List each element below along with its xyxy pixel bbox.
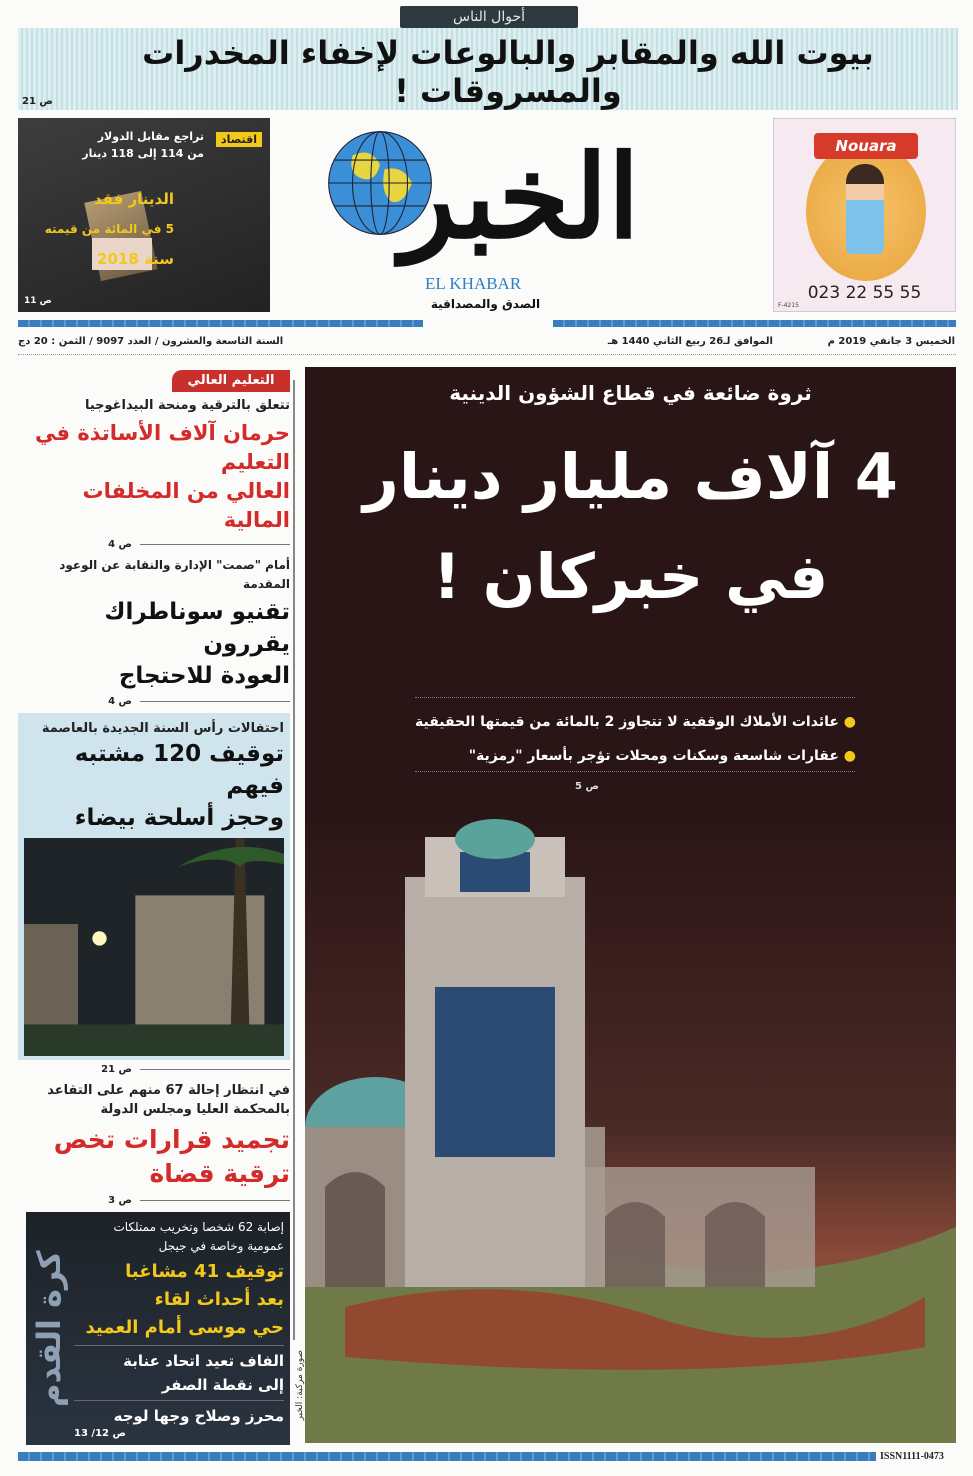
story-kicker-line: في انتظار إحالة 67 منهم على التقاعد [47, 1083, 290, 1098]
page-ref: ص 4 [108, 696, 132, 707]
date-hijri: الموافق لـ26 ربيع الثاني 1440 هـ [607, 336, 773, 347]
advert-figure [846, 164, 884, 254]
left-column [18, 396, 290, 1445]
story-4[interactable] [18, 1081, 290, 1212]
page-ref: ص 4 [108, 539, 132, 550]
story-headline-line: وحجز أسلحة بيضاء [74, 805, 284, 831]
main-bullet: عائدات الأملاك الوقفية لا تتجاوز 2 بالمائة من قيمتها الحقيقية [414, 714, 839, 730]
page-ref: ص 11 [24, 296, 52, 306]
section-tag-higher-education[interactable]: التعليم العالي [172, 370, 290, 392]
page-ref: ص 21 [22, 96, 53, 107]
divider [140, 544, 290, 545]
story-headline-line: ترقية قضاة [149, 1159, 290, 1188]
bullet-icon: ● [838, 748, 856, 764]
main-kicker: ثروة ضائعة في قطاع الشؤون الدينية [449, 381, 812, 405]
story-headline [18, 1123, 290, 1191]
sports-item: محرز وصلاح وجها لوجه [113, 1407, 284, 1425]
story-headline-line: تقنيو سوناطراك يقررون [104, 599, 290, 657]
sports-headline-line: بعد أحداث لقاء [154, 1289, 284, 1310]
photo-credit: صورة مركبة: الخبر [295, 1350, 305, 1421]
masthead-logo: الخبر [400, 130, 640, 265]
sports-kicker-line: عمومية وخاصة في جيجل [158, 1239, 284, 1253]
economy-headline-line: 5 في المائة من قيمته [44, 222, 174, 236]
divider [74, 1400, 284, 1401]
rule [18, 320, 423, 327]
story-3[interactable] [18, 713, 290, 1060]
story-headline-line: العودة للاحتجاج [118, 663, 290, 689]
economy-headline-line: الدينار فقد [94, 190, 174, 208]
sports-headline-line: توقيف 41 مشاغبا [125, 1261, 284, 1282]
sports-item-line: إلى نقطة الصفر [161, 1376, 284, 1394]
issue-info: السنة التاسعة والعشرون / العدد 9097 / الثمن : 20 دج [18, 336, 284, 347]
sports-headline-line: حي موسى أمام العميد [85, 1317, 284, 1338]
column-divider [293, 380, 295, 1340]
mosque-photo [305, 817, 956, 1443]
divider [140, 1069, 290, 1070]
story-2[interactable] [18, 556, 290, 713]
main-bullet: عقارات شاسعة وسكنات ومحلات تؤجر بأسعار "رمزية" [468, 748, 839, 764]
bullet-icon: ● [838, 714, 856, 730]
story-headline-line: تجميد قرارات تخص [53, 1125, 290, 1154]
story-kicker: احتفالات رأس السنة الجديدة بالعاصمة [41, 721, 284, 736]
divider [18, 354, 956, 355]
main-headline-line: 4 آلاف مليار دينار [363, 440, 898, 513]
advert[interactable] [773, 118, 956, 312]
sports-box[interactable] [26, 1212, 290, 1445]
divider [415, 771, 855, 772]
divider [74, 1345, 284, 1346]
divider [140, 1200, 290, 1201]
sports-vertical-title: كرة القدم [30, 1250, 68, 1407]
economy-kicker-line: من 114 إلى 118 دينار [82, 147, 204, 160]
advert-code: F-4215 [778, 302, 799, 309]
story-headline [24, 738, 284, 834]
main-headline [305, 427, 956, 627]
story-1[interactable] [18, 396, 290, 556]
page-ref: ص 12/ 13 [74, 1428, 126, 1439]
date-gregorian: الخميس 3 جانفي 2019 م [827, 336, 955, 347]
masthead-latin: EL KHABAR [425, 274, 522, 293]
story-kicker [18, 1081, 290, 1119]
page-ref: ص 5 [575, 781, 599, 792]
story-kicker: تتعلق بالترقية ومنحة البيداغوجيا [84, 398, 290, 413]
economy-headline-line: سنة 2018 [97, 250, 174, 268]
sports-kicker-line: إصابة 62 شخصا وتخريب ممتلكات [113, 1220, 284, 1234]
divider [140, 701, 290, 702]
advert-phone: 023 22 55 55 [807, 283, 922, 303]
main-headline-line: في خبركان ! [432, 540, 829, 613]
story-headline [18, 419, 290, 535]
economy-tag: اقتصاد [216, 132, 262, 147]
economy-kicker-line: تراجع مقابل الدولار [97, 130, 204, 143]
masthead-slogan: الصدق والمصداقية [430, 297, 541, 311]
story-headline-line: توقيف 120 مشتبه فيهم [74, 741, 284, 799]
story-headline [18, 596, 290, 692]
divider [415, 697, 855, 698]
economy-teaser[interactable] [18, 118, 270, 312]
section-tag-people[interactable]: أحوال الناس [400, 6, 578, 28]
story-kicker-line: بالمحكمة العليا ومجلس الدولة [100, 1102, 290, 1117]
top-headline[interactable]: بيوت الله والمقابر والبالوعات لإخفاء المخدرات والمسروقات ! [142, 34, 874, 110]
story-headline-line: العالي من المخلفات المالية [82, 479, 290, 532]
page-ref: ص 21 [101, 1064, 132, 1075]
story-headline-line: حرمان آلاف الأساتذة في التعليم [35, 421, 290, 474]
city-night-photo [24, 838, 284, 1056]
main-story[interactable] [305, 367, 956, 1443]
page-ref: ص 3 [108, 1195, 132, 1206]
issn: ISSN1111-0473 [880, 1451, 944, 1462]
sports-item-line: الفاف تعيد اتحاد عنابة [123, 1352, 284, 1370]
story-kicker: أمام "صمت" الإدارة والنقابة عن الوعود المقدمة [59, 558, 290, 591]
rule [553, 320, 956, 327]
footer-rule [18, 1452, 876, 1461]
advert-brand: Nouara [814, 133, 918, 159]
